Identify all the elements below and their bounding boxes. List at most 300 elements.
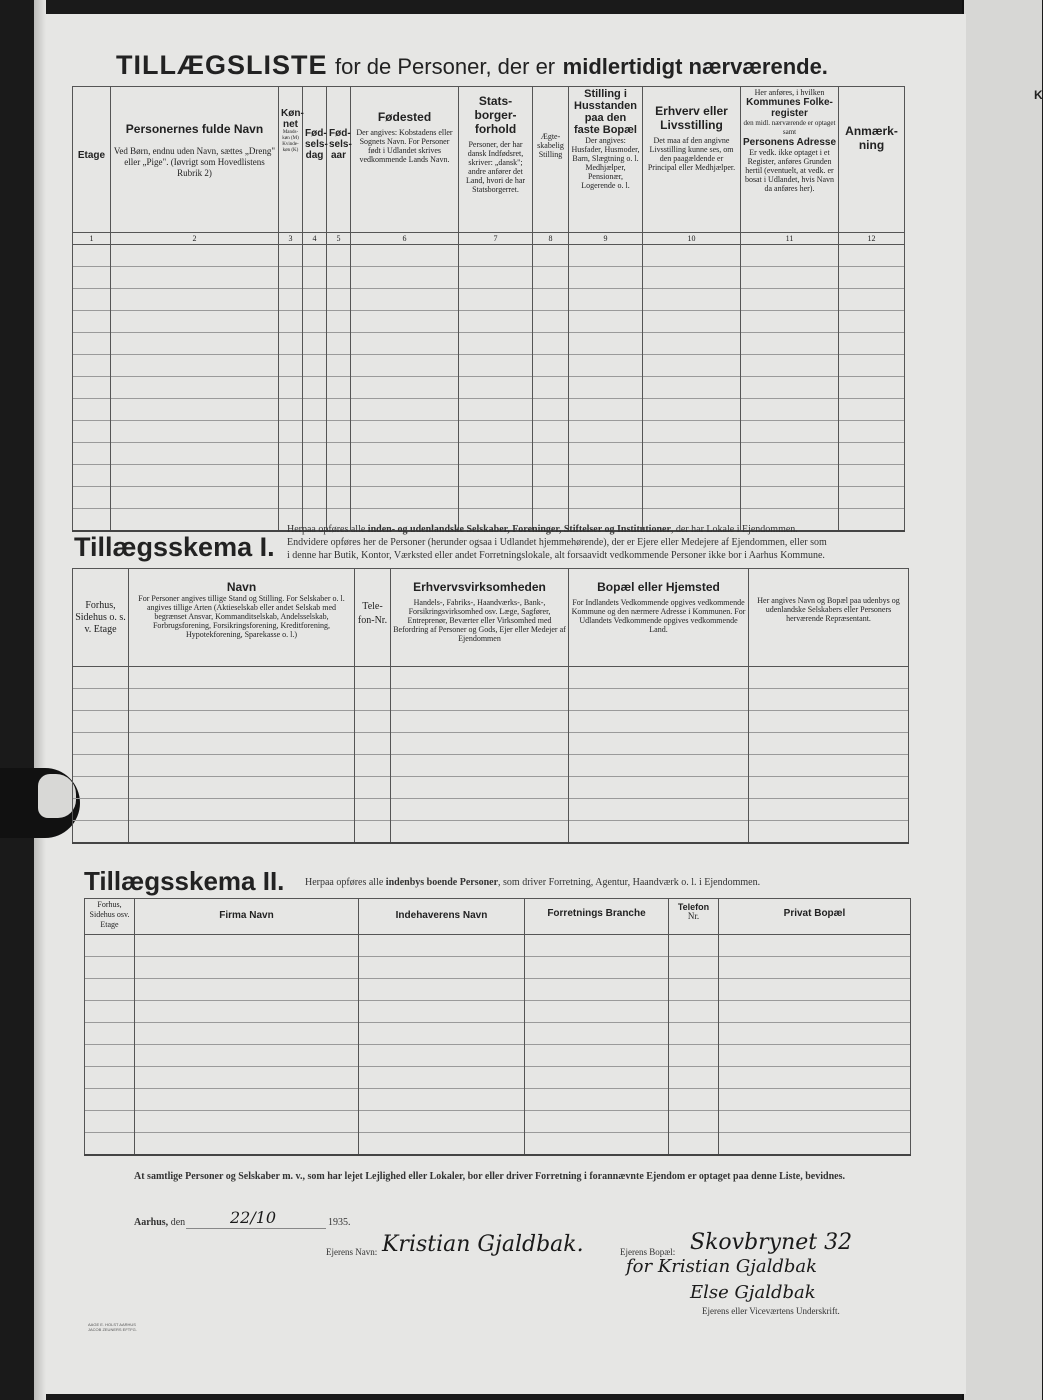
empty-cell [533,355,569,377]
empty-cell [111,465,279,487]
empty-cell [741,333,839,355]
empty-cell [279,399,303,421]
empty-cell [643,267,741,289]
skema1-description: Herpaa opføres alle inden- og udenlandske Selskaber, Foreninger, Stiftelser og Institutioner, der har Lokale i Ejendommen. Endvidere opføres her de Personer (herunder ogsaa i Udlandet hjemmehørende), der er Ejere eller Medejere af Ejendommen, eller som i denne har Butik, Kontor, Værksted eller andet Forretningslokale, alt forsaavidt vedkommende Personer ikke bor i Aarhus Kommune. [287,524,827,561]
empty-cell [839,289,905,311]
empty-cell [129,689,355,711]
empty-cell [73,487,111,509]
empty-cell [73,711,129,733]
empty-form-row [85,1001,911,1023]
empty-cell [533,289,569,311]
empty-form-row [85,979,911,1001]
s2-col-branche: Forretnings Branche [525,899,669,935]
empty-cell [643,465,741,487]
col-navn: Personernes fulde Navn Ved Børn, endnu uden Navn, sættes „Dreng" eller „Pige". (Iøvrigt som Hovedlistens Rubrik 2) [111,87,279,233]
empty-cell [359,957,525,979]
s2-col-bopael: Privat Bopæl [719,899,911,935]
empty-cell [741,443,839,465]
empty-cell [303,443,327,465]
empty-cell [533,245,569,267]
col-statsborger: Stats-borger-forhold Personer, der har dansk Indfødsret, skriver: „dansk"; andre anfører det Land, hvori de har Statsborgerret. [459,87,533,233]
empty-cell [533,333,569,355]
empty-cell [279,289,303,311]
empty-cell [351,267,459,289]
empty-cell [643,333,741,355]
empty-cell [73,267,111,289]
empty-cell [569,465,643,487]
skema2-table [84,898,911,1156]
empty-cell [569,421,643,443]
empty-cell [85,935,135,957]
year: 1935. [328,1217,351,1228]
empty-cell [525,1001,669,1023]
s1-col-telefon: Tele-fon-Nr. [355,569,391,667]
empty-cell [279,465,303,487]
empty-cell [459,399,533,421]
empty-cell [303,311,327,333]
empty-cell [839,267,905,289]
empty-cell [525,1023,669,1045]
empty-cell [129,799,355,821]
empty-form-row [73,377,905,399]
empty-cell [669,1133,719,1156]
empty-cell [73,443,111,465]
empty-cell [355,821,391,844]
col-etage: Etage [73,87,111,233]
empty-cell [533,311,569,333]
attestation-text: At samtlige Personer og Selskaber m. v., som har lejet Lejlighed eller Lokaler, bor eller driver Forretning i forannævnte Ejendom er optaget paa denne Liste, bevidnes. [134,1171,845,1182]
empty-cell [719,935,911,957]
empty-cell [643,487,741,509]
s2-col-indehaver: Indehaverens Navn [359,899,525,935]
empty-cell [569,667,749,689]
empty-cell [643,399,741,421]
empty-cell [569,355,643,377]
empty-cell [569,289,643,311]
empty-form-row [85,1045,911,1067]
empty-cell [111,509,279,532]
empty-cell [303,465,327,487]
empty-cell [73,399,111,421]
empty-cell [111,487,279,509]
empty-cell [111,421,279,443]
tillaegsliste-table [72,86,905,532]
empty-cell [351,465,459,487]
empty-cell [279,311,303,333]
empty-cell [111,311,279,333]
empty-cell [327,355,351,377]
empty-cell [351,377,459,399]
empty-cell [741,421,839,443]
empty-form-row [85,1089,911,1111]
empty-cell [839,333,905,355]
empty-cell [85,1045,135,1067]
empty-form-row [85,1111,911,1133]
empty-cell [111,399,279,421]
empty-cell [355,777,391,799]
empty-form-row [73,443,905,465]
empty-cell [73,667,129,689]
empty-cell [569,689,749,711]
empty-cell [459,465,533,487]
empty-cell [569,487,643,509]
empty-cell [525,1133,669,1156]
col-erhverv: Erhverv eller Livsstilling Det maa af den angivne Livsstilling kunne ses, om den paagældende er Principal eller Medhjælper. [643,87,741,233]
empty-cell [391,755,569,777]
empty-cell [749,689,909,711]
empty-cell [73,355,111,377]
empty-cell [85,1111,135,1133]
empty-cell [525,1089,669,1111]
empty-form-row [73,799,909,821]
empty-cell [741,245,839,267]
empty-cell [73,777,129,799]
empty-form-row [73,421,905,443]
empty-form-row [73,821,909,844]
empty-cell [719,1089,911,1111]
empty-cell [533,421,569,443]
empty-cell [359,1023,525,1045]
empty-cell [569,733,749,755]
skema2-title: Tillægsskema II. [84,866,285,896]
empty-cell [741,355,839,377]
empty-cell [669,1001,719,1023]
empty-cell [719,1001,911,1023]
empty-cell [303,399,327,421]
empty-cell [327,267,351,289]
empty-cell [73,377,111,399]
empty-cell [303,377,327,399]
empty-cell [129,667,355,689]
empty-cell [749,777,909,799]
empty-cell [327,333,351,355]
owner-name-label: Ejerens Navn: [326,1247,378,1257]
page-binding [34,0,46,1400]
empty-cell [351,311,459,333]
empty-cell [749,667,909,689]
empty-cell [643,443,741,465]
empty-cell [391,711,569,733]
empty-cell [303,333,327,355]
empty-cell [279,377,303,399]
empty-cell [459,421,533,443]
empty-cell [569,755,749,777]
s1-col-erhverv: Erhvervsvirksomheden Handels-, Fabriks-, Haandværks-, Bank-, Forsikringsvirksomhed osv. Læge, Sagfører, Entreprenør, Beværter eller Virksomhed med Befordring af Personer og Gods, Ejer eller Medejer af Ejendommen [391,569,569,667]
col-aegteskabelig: Ægte-skabelig Stilling [533,87,569,233]
empty-cell [569,311,643,333]
empty-cell [355,711,391,733]
empty-cell [839,465,905,487]
empty-cell [719,1133,911,1156]
empty-cell [111,245,279,267]
empty-cell [73,465,111,487]
empty-cell [669,1111,719,1133]
empty-cell [525,1067,669,1089]
empty-cell [135,1045,359,1067]
empty-cell [303,289,327,311]
empty-cell [327,311,351,333]
empty-cell [525,957,669,979]
empty-cell [643,245,741,267]
empty-form-row [73,667,909,689]
empty-cell [391,733,569,755]
owner-address-label: Ejerens Bopæl: [620,1247,676,1257]
empty-cell [669,1045,719,1067]
empty-cell [351,399,459,421]
empty-cell [85,957,135,979]
empty-cell [111,289,279,311]
empty-cell [391,667,569,689]
empty-cell [327,245,351,267]
owner-address-handwritten: Skovbrynet 32 [690,1230,853,1255]
empty-cell [669,957,719,979]
empty-cell [459,267,533,289]
empty-cell [525,1111,669,1133]
skema1-body [73,667,909,844]
empty-cell [359,1133,525,1156]
empty-cell [459,487,533,509]
empty-cell [111,333,279,355]
empty-cell [569,399,643,421]
empty-cell [533,399,569,421]
empty-cell [359,1045,525,1067]
empty-cell [129,733,355,755]
empty-cell [569,443,643,465]
empty-cell [391,799,569,821]
empty-cell [569,245,643,267]
empty-form-row [73,399,905,421]
empty-cell [351,487,459,509]
empty-cell [741,377,839,399]
empty-cell [303,267,327,289]
empty-cell [719,979,911,1001]
empty-cell [359,935,525,957]
empty-cell [129,711,355,733]
signature-line-1: for Kristian Gjaldbak [626,1256,818,1277]
empty-cell [355,667,391,689]
empty-cell [73,289,111,311]
empty-cell [73,311,111,333]
empty-cell [719,957,911,979]
empty-cell [525,935,669,957]
empty-cell [129,755,355,777]
empty-cell [135,1023,359,1045]
empty-form-row [73,311,905,333]
empty-cell [111,443,279,465]
empty-cell [279,355,303,377]
s1-col-repraesentant: Her angives Navn og Bopæl paa udenbys og udenlandske Selskabers eller Personers herværende Repræsentant. [749,569,909,667]
empty-cell [459,333,533,355]
empty-cell [359,1089,525,1111]
empty-cell [351,333,459,355]
empty-cell [355,689,391,711]
skema1-table [72,568,909,844]
empty-form-row [73,289,905,311]
empty-form-row [73,689,909,711]
empty-cell [85,1067,135,1089]
empty-cell [719,1067,911,1089]
empty-cell [569,711,749,733]
empty-cell [73,689,129,711]
thumb-holding-page [0,768,80,838]
empty-cell [741,289,839,311]
empty-cell [135,1111,359,1133]
col-foedested: Fødested Der angives: Kobstadens eller Sognets Navn. For Personer født i Udlandet skrives vedkommende Lands Navn. [351,87,459,233]
s1-col-etage: Forhus, Sidehus o. s. v. Etage [73,569,129,667]
empty-form-row [73,777,909,799]
empty-cell [135,1001,359,1023]
empty-cell [73,755,129,777]
empty-cell [391,689,569,711]
empty-cell [73,733,129,755]
empty-cell [135,935,359,957]
empty-cell [459,355,533,377]
empty-form-row [73,245,905,267]
empty-cell [359,1111,525,1133]
col-foedselsdag: Fød-sels-dag [303,87,327,233]
empty-cell [73,799,129,821]
empty-cell [85,1001,135,1023]
empty-cell [839,443,905,465]
empty-cell [85,1089,135,1111]
empty-form-row [73,355,905,377]
empty-cell [111,377,279,399]
empty-cell [327,421,351,443]
empty-cell [85,1023,135,1045]
s1-col-navn: Navn For Personer angives tillige Stand og Stilling. For Selskaber o. l. angives tillige Arten (Aktieselskab eller andet Selskab med begrænset Ansvar, Kommanditselskab, Andelsselskab, Forbrugsforening, Forsikringsforening, Kreditforening, Hypotekforening, Sparekasse o. l.) [129,569,355,667]
empty-cell [279,487,303,509]
empty-cell [303,355,327,377]
skema2-description: Herpaa opføres alle indenbys boende Personer, som driver Forretning, Agentur, Haandværk o. l. i Ejendommen. [305,877,761,888]
empty-cell [279,443,303,465]
empty-form-row [85,1133,911,1156]
empty-cell [569,333,643,355]
empty-cell [303,487,327,509]
empty-cell [569,377,643,399]
empty-cell [351,443,459,465]
empty-cell [643,355,741,377]
empty-form-row [73,333,905,355]
empty-cell [669,935,719,957]
empty-form-row [73,733,909,755]
empty-cell [741,267,839,289]
empty-cell [643,311,741,333]
date-handwritten: 22/10 [230,1208,277,1227]
empty-cell [327,465,351,487]
empty-cell [359,1001,525,1023]
empty-cell [279,245,303,267]
empty-cell [303,421,327,443]
date-underline [186,1228,326,1229]
empty-cell [85,979,135,1001]
edge-letter: K [1034,88,1043,102]
empty-form-row [85,935,911,957]
empty-cell [85,1133,135,1156]
empty-cell [459,245,533,267]
s1-col-bopael: Bopæl eller Hjemsted For Indlandets Vedkommende opgives vedkommende Kommune og den nærmere Adresse i Kommunen. For Udlandets Vedkommende opgives vedkommende Land. [569,569,749,667]
empty-cell [391,821,569,844]
empty-cell [459,443,533,465]
empty-cell [533,377,569,399]
printer-imprint: AAGE E. HOLST AARHUS JACOB ZEUNERS EFTFG. [88,1322,137,1332]
next-page-edge [962,0,1042,1400]
empty-cell [327,399,351,421]
empty-cell [279,267,303,289]
empty-cell [749,733,909,755]
empty-cell [643,289,741,311]
empty-cell [533,443,569,465]
empty-cell [749,799,909,821]
empty-cell [839,311,905,333]
column-numbers-row: 1 2 3 4 5 6 7 8 9 10 11 12 [73,233,905,245]
empty-cell [741,465,839,487]
empty-cell [355,799,391,821]
empty-cell [741,311,839,333]
empty-form-row [73,267,905,289]
empty-cell [459,377,533,399]
empty-cell [73,333,111,355]
skema1-title: Tillægsskema I. [74,532,275,562]
empty-cell [749,711,909,733]
col-stilling: Stilling i Husstanden paa den faste Bopæl Der angives: Husfader, Husmoder, Barn, Slægtning o. l. Medhjælper, Pensionær, Logerende o. l. [569,87,643,233]
empty-cell [351,421,459,443]
empty-cell [359,1067,525,1089]
empty-cell [569,799,749,821]
empty-cell [303,245,327,267]
empty-cell [569,821,749,844]
skema2-body [85,935,911,1156]
empty-form-row [73,755,909,777]
empty-cell [327,487,351,509]
empty-cell [351,289,459,311]
empty-cell [73,421,111,443]
empty-cell [73,821,129,844]
empty-cell [129,777,355,799]
empty-cell [73,245,111,267]
empty-cell [279,421,303,443]
empty-cell [351,245,459,267]
s2-col-telefon: Telefon Nr. [669,899,719,935]
empty-form-row [85,1067,911,1089]
signature-label: Ejerens eller Viceværtens Underskrift. [702,1306,840,1316]
empty-cell [135,1133,359,1156]
empty-cell [839,487,905,509]
empty-cell [719,1023,911,1045]
empty-cell [569,267,643,289]
empty-cell [525,1045,669,1067]
date-line: Aarhus, den [134,1217,186,1228]
empty-cell [525,979,669,1001]
empty-cell [839,245,905,267]
empty-form-row [85,1023,911,1045]
empty-cell [839,421,905,443]
empty-cell [533,267,569,289]
empty-cell [73,509,111,532]
empty-cell [719,1111,911,1133]
empty-cell [643,377,741,399]
empty-cell [135,1067,359,1089]
empty-cell [839,377,905,399]
empty-cell [749,821,909,844]
empty-form-row [73,465,905,487]
table1-body [73,245,905,532]
empty-cell [129,821,355,844]
empty-cell [135,957,359,979]
empty-cell [533,465,569,487]
empty-cell [135,979,359,1001]
empty-cell [135,1089,359,1111]
empty-cell [327,289,351,311]
